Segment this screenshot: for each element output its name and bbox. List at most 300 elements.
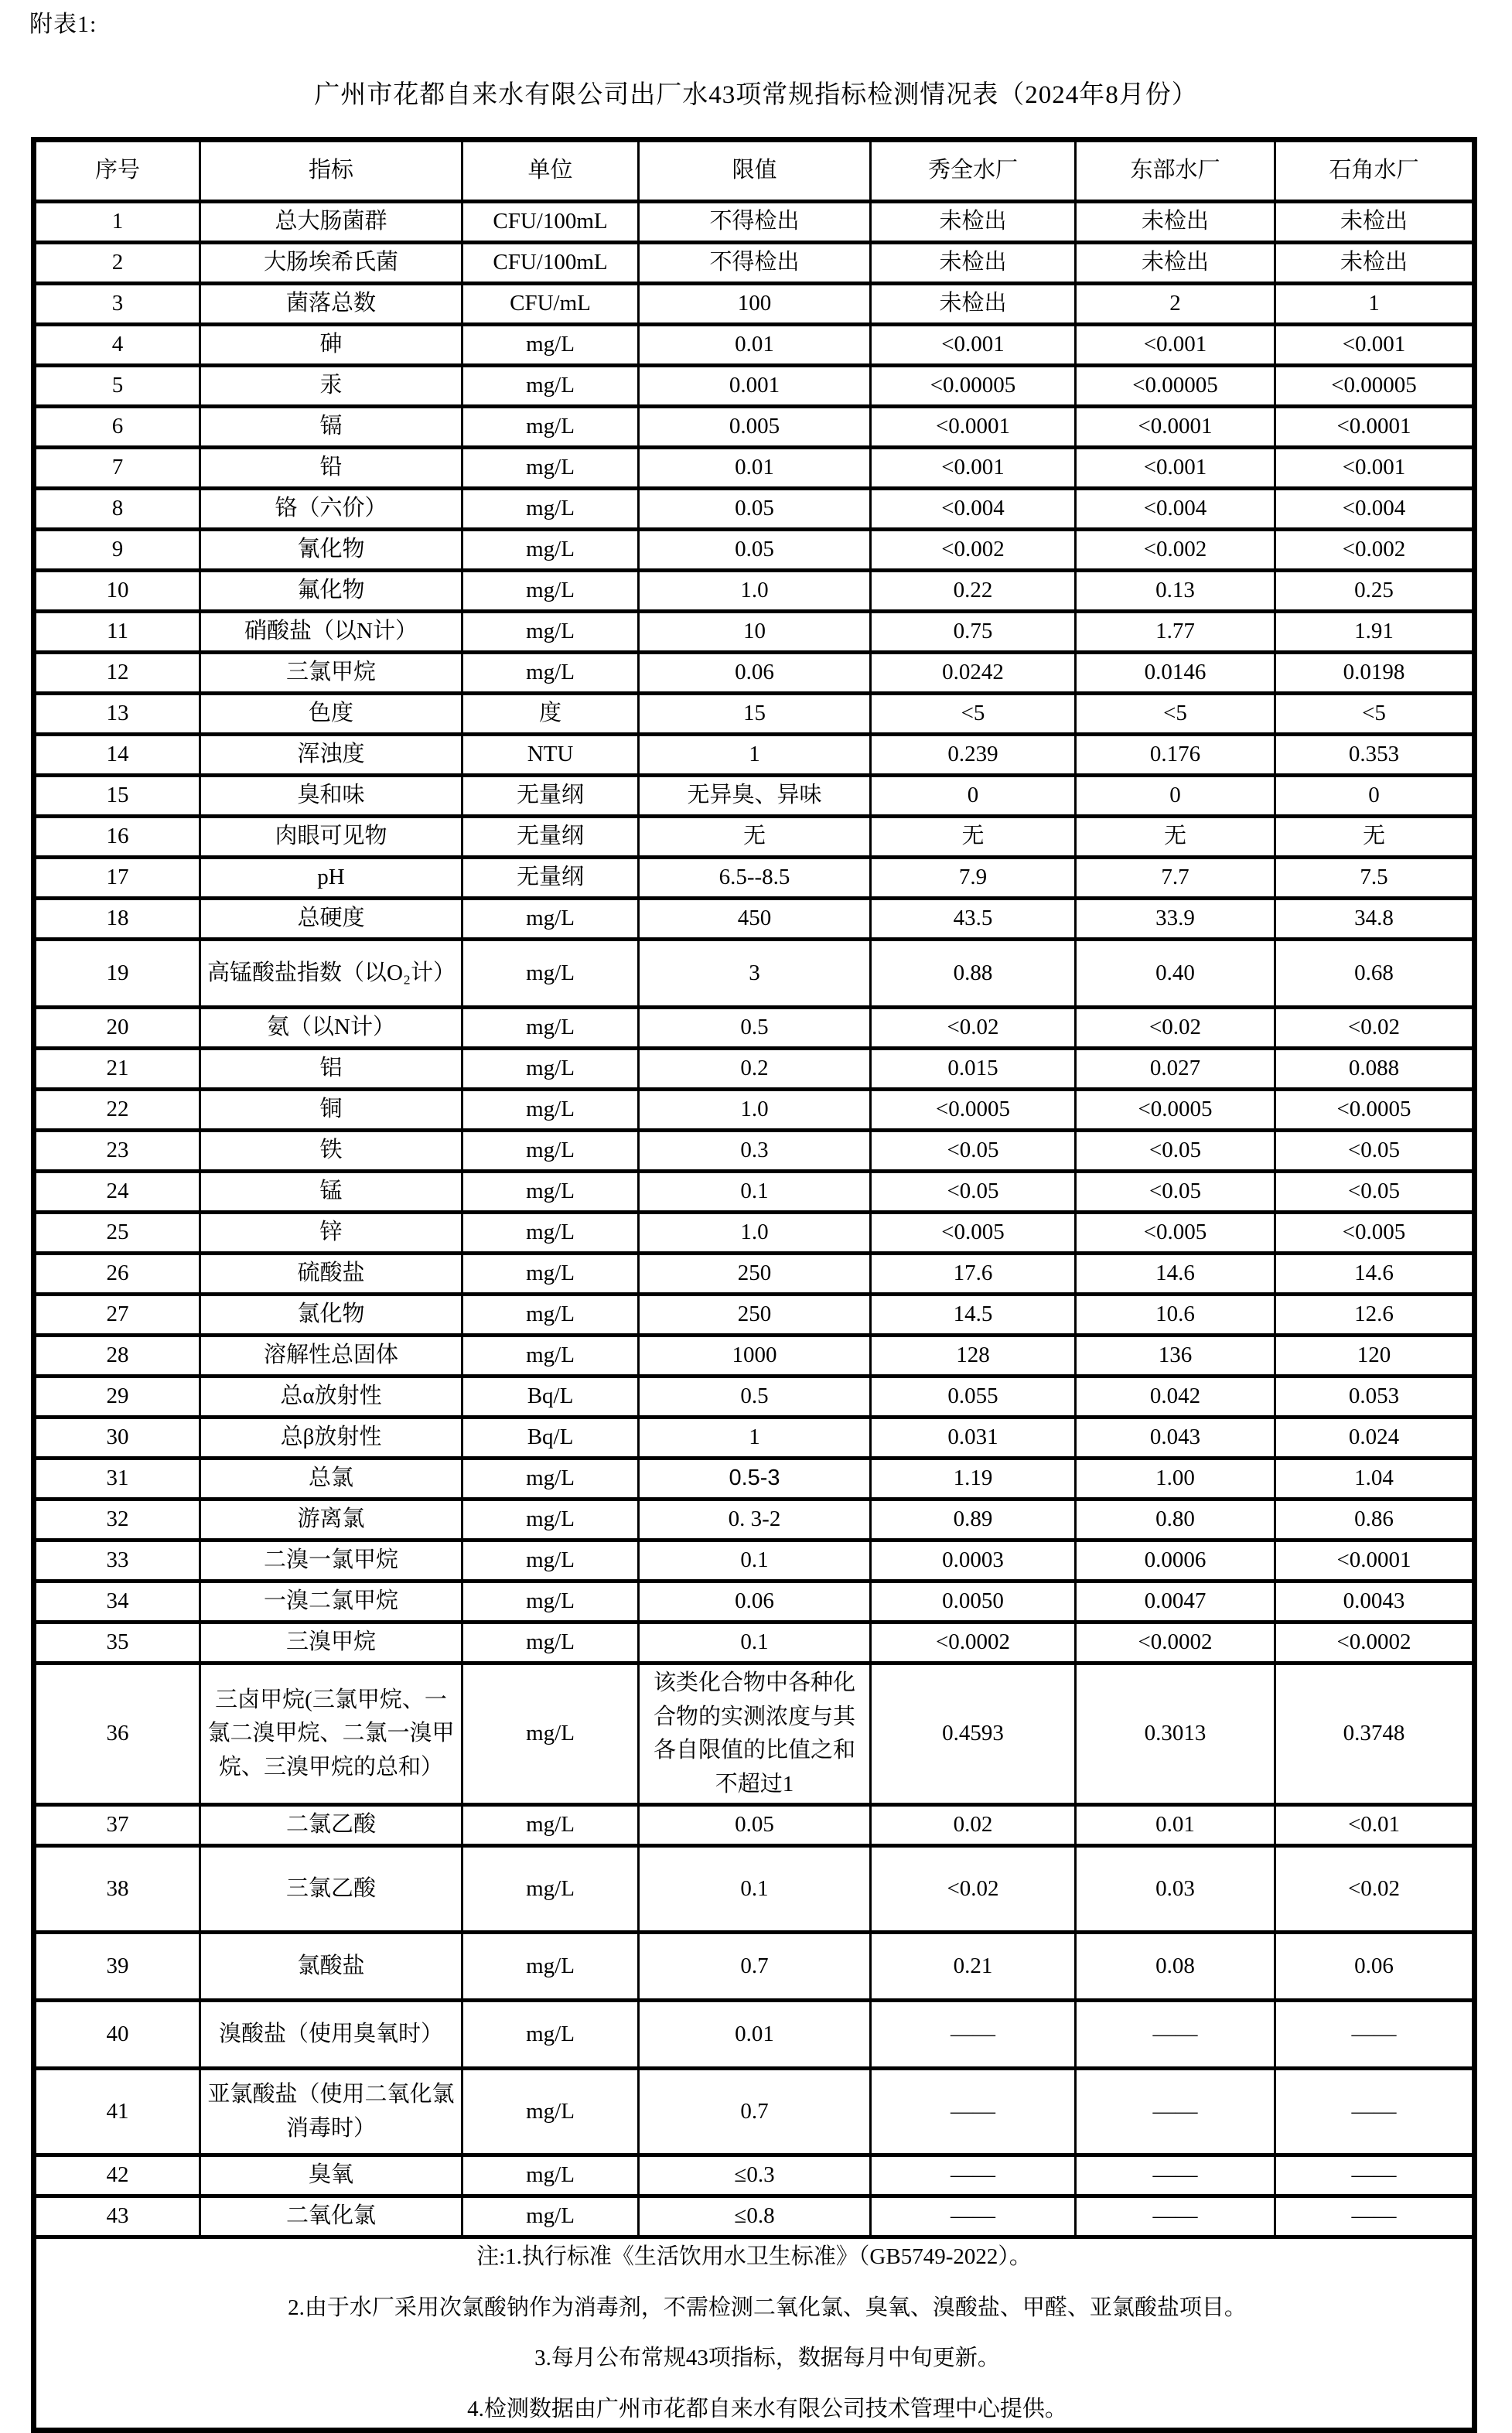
cell-indicator: 铜: [200, 1090, 462, 1131]
cell-serial-no: 21: [34, 1049, 200, 1090]
cell-xiuquan-value: 0.22: [871, 571, 1076, 612]
cell-unit: 无量纲: [462, 776, 639, 817]
cell-shijiao-value: 7.5: [1275, 858, 1475, 899]
cell-indicator: 总α放射性: [200, 1377, 462, 1418]
cell-xiuquan-value: ——: [871, 2001, 1076, 2069]
cell-xiuquan-value: ——: [871, 2069, 1076, 2155]
cell-serial-no: 24: [34, 1172, 200, 1213]
cell-limit: 0.1: [639, 1846, 871, 1933]
cell-shijiao-value: 14.6: [1275, 1254, 1475, 1295]
cell-unit: 无量纲: [462, 817, 639, 858]
table-row: [34, 284, 1475, 325]
cell-serial-no: 7: [34, 448, 200, 489]
cell-xiuquan-value: 0.88: [871, 940, 1076, 1008]
cell-shijiao-value: 0.0198: [1275, 653, 1475, 694]
cell-dongbu-value: <0.05: [1076, 1131, 1275, 1172]
table-row: [34, 202, 1475, 243]
cell-shijiao-value: 0.053: [1275, 1377, 1475, 1418]
cell-shijiao-value: 未检出: [1275, 243, 1475, 284]
table-row: [34, 571, 1475, 612]
col-header-no: 序号: [34, 140, 200, 202]
cell-indicator: 氨（以N计）: [200, 1008, 462, 1049]
cell-limit: 0.5: [639, 1377, 871, 1418]
cell-xiuquan-value: <0.0005: [871, 1090, 1076, 1131]
cell-serial-no: 26: [34, 1254, 200, 1295]
cell-unit: mg/L: [462, 1582, 639, 1623]
cell-serial-no: 39: [34, 1933, 200, 2001]
cell-unit: mg/L: [462, 1336, 639, 1377]
cell-serial-no: 41: [34, 2069, 200, 2155]
cell-shijiao-value: 0.0043: [1275, 1582, 1475, 1623]
cell-limit: 0.7: [639, 2069, 871, 2155]
table-row: [34, 1008, 1475, 1049]
cell-unit: mg/L: [462, 489, 639, 530]
cell-shijiao-value: 0.3748: [1275, 1664, 1475, 1805]
cell-unit: mg/L: [462, 325, 639, 366]
cell-shijiao-value: 0.25: [1275, 571, 1475, 612]
cell-dongbu-value: 2: [1076, 284, 1275, 325]
cell-limit: 100: [639, 284, 871, 325]
cell-xiuquan-value: <0.05: [871, 1172, 1076, 1213]
cell-serial-no: 23: [34, 1131, 200, 1172]
table-row: [34, 1500, 1475, 1541]
cell-shijiao-value: <0.002: [1275, 530, 1475, 571]
cell-serial-no: 18: [34, 899, 200, 940]
cell-serial-no: 40: [34, 2001, 200, 2069]
cell-unit: NTU: [462, 735, 639, 776]
cell-indicator: 色度: [200, 694, 462, 735]
cell-dongbu-value: 未检出: [1076, 243, 1275, 284]
cell-indicator: 臭氧: [200, 2155, 462, 2196]
cell-indicator: 硫酸盐: [200, 1254, 462, 1295]
cell-serial-no: 6: [34, 407, 200, 448]
table-row: [34, 817, 1475, 858]
table-row: [34, 1623, 1475, 1664]
cell-xiuquan-value: 0.0003: [871, 1541, 1076, 1582]
cell-limit: 0.001: [639, 366, 871, 407]
cell-serial-no: 33: [34, 1541, 200, 1582]
cell-xiuquan-value: 未检出: [871, 202, 1076, 243]
table-row: [34, 1213, 1475, 1254]
table-row: [34, 325, 1475, 366]
cell-indicator: 总β放射性: [200, 1418, 462, 1459]
cell-indicator: 浑浊度: [200, 735, 462, 776]
col-header-plant-dongbu: 东部水厂: [1076, 140, 1275, 202]
cell-shijiao-value: 0: [1275, 776, 1475, 817]
table-row: [34, 1172, 1475, 1213]
cell-serial-no: 42: [34, 2155, 200, 2196]
page-title: 广州市花都自来水有限公司出厂水43项常规指标检测情况表（2024年8月份）: [314, 81, 1198, 109]
cell-xiuquan-value: 0.89: [871, 1500, 1076, 1541]
cell-serial-no: 30: [34, 1418, 200, 1459]
col-header-limit: 限值: [639, 140, 871, 202]
cell-unit: mg/L: [462, 1459, 639, 1500]
table-row: [34, 2155, 1475, 2196]
cell-unit: mg/L: [462, 1008, 639, 1049]
cell-unit: mg/L: [462, 2155, 639, 2196]
cell-unit: mg/L: [462, 1090, 639, 1131]
table-row: [34, 776, 1475, 817]
table-row: [34, 1541, 1475, 1582]
table-row: [34, 1336, 1475, 1377]
cell-xiuquan-value: 0.239: [871, 735, 1076, 776]
table-row: [34, 940, 1475, 1008]
cell-indicator: 氰化物: [200, 530, 462, 571]
cell-limit: 0.005: [639, 407, 871, 448]
cell-indicator: 总大肠菌群: [200, 202, 462, 243]
table-row: [34, 2196, 1475, 2237]
cell-dongbu-value: <0.0002: [1076, 1623, 1275, 1664]
cell-xiuquan-value: 0: [871, 776, 1076, 817]
cell-dongbu-value: 0.176: [1076, 735, 1275, 776]
cell-shijiao-value: <0.05: [1275, 1172, 1475, 1213]
cell-shijiao-value: <0.05: [1275, 1131, 1475, 1172]
cell-serial-no: 11: [34, 612, 200, 653]
cell-serial-no: 19: [34, 940, 200, 1008]
cell-xiuquan-value: 0.02: [871, 1805, 1076, 1846]
cell-limit: 1: [639, 1418, 871, 1459]
cell-dongbu-value: <0.0001: [1076, 407, 1275, 448]
cell-xiuquan-value: <0.02: [871, 1008, 1076, 1049]
cell-shijiao-value: <0.0002: [1275, 1623, 1475, 1664]
cell-xiuquan-value: <0.00005: [871, 366, 1076, 407]
cell-indicator: 游离氯: [200, 1500, 462, 1541]
cell-shijiao-value: <0.00005: [1275, 366, 1475, 407]
cell-xiuquan-value: 未检出: [871, 284, 1076, 325]
cell-limit: 6.5--8.5: [639, 858, 871, 899]
table-row: [34, 1090, 1475, 1131]
table-row: [34, 1418, 1475, 1459]
cell-dongbu-value: 无: [1076, 817, 1275, 858]
cell-limit: 该类化合物中各种化合物的实测浓度与其各自限值的比值之和不超过1: [639, 1664, 871, 1805]
cell-shijiao-value: <0.001: [1275, 448, 1475, 489]
cell-limit: 不得检出: [639, 243, 871, 284]
cell-limit: 15: [639, 694, 871, 735]
cell-xiuquan-value: 0.21: [871, 1933, 1076, 2001]
cell-dongbu-value: ——: [1076, 2069, 1275, 2155]
note-line: 3.每月公布常规43项指标，数据每月中旬更新。: [534, 2346, 1000, 2370]
cell-limit: 无: [639, 817, 871, 858]
cell-unit: CFU/mL: [462, 284, 639, 325]
cell-serial-no: 29: [34, 1377, 200, 1418]
table-row: [34, 858, 1475, 899]
cell-limit: 0.01: [639, 448, 871, 489]
cell-limit: 0.1: [639, 1623, 871, 1664]
cell-limit: 250: [639, 1254, 871, 1295]
cell-indicator: 三氯甲烷: [200, 653, 462, 694]
table-row: [34, 1295, 1475, 1336]
cell-dongbu-value: 0: [1076, 776, 1275, 817]
cell-serial-no: 34: [34, 1582, 200, 1623]
cell-shijiao-value: 34.8: [1275, 899, 1475, 940]
table-row: [34, 448, 1475, 489]
cell-dongbu-value: <0.05: [1076, 1172, 1275, 1213]
cell-shijiao-value: <0.001: [1275, 325, 1475, 366]
cell-dongbu-value: 未检出: [1076, 202, 1275, 243]
cell-indicator: 溴酸盐（使用臭氧时）: [200, 2001, 462, 2069]
cell-xiuquan-value: <0.001: [871, 448, 1076, 489]
cell-unit: mg/L: [462, 1623, 639, 1664]
cell-serial-no: 27: [34, 1295, 200, 1336]
cell-dongbu-value: <0.002: [1076, 530, 1275, 571]
cell-indicator: 肉眼可见物: [200, 817, 462, 858]
cell-shijiao-value: <0.0001: [1275, 1541, 1475, 1582]
table-row: [34, 366, 1475, 407]
cell-limit: 0.1: [639, 1541, 871, 1582]
cell-unit: mg/L: [462, 653, 639, 694]
annex-label: 附表1:: [29, 12, 97, 37]
cell-xiuquan-value: <0.02: [871, 1846, 1076, 1933]
cell-dongbu-value: ——: [1076, 2001, 1275, 2069]
cell-limit: 1.0: [639, 571, 871, 612]
cell-xiuquan-value: 14.5: [871, 1295, 1076, 1336]
cell-serial-no: 3: [34, 284, 200, 325]
cell-unit: mg/L: [462, 530, 639, 571]
cell-limit: 0.05: [639, 489, 871, 530]
cell-unit: mg/L: [462, 940, 639, 1008]
table-row: [34, 2069, 1475, 2155]
cell-unit: mg/L: [462, 1933, 639, 2001]
cell-indicator: 汞: [200, 366, 462, 407]
cell-serial-no: 38: [34, 1846, 200, 1933]
cell-dongbu-value: 10.6: [1076, 1295, 1275, 1336]
cell-indicator: 铁: [200, 1131, 462, 1172]
cell-unit: mg/L: [462, 1213, 639, 1254]
cell-indicator: 二氯乙酸: [200, 1805, 462, 1846]
cell-serial-no: 28: [34, 1336, 200, 1377]
cell-serial-no: 22: [34, 1090, 200, 1131]
cell-serial-no: 25: [34, 1213, 200, 1254]
cell-xiuquan-value: 无: [871, 817, 1076, 858]
table-row: [34, 1846, 1475, 1933]
cell-dongbu-value: 136: [1076, 1336, 1275, 1377]
table-row: [34, 243, 1475, 284]
cell-serial-no: 14: [34, 735, 200, 776]
cell-limit: 不得检出: [639, 202, 871, 243]
cell-unit: Bq/L: [462, 1418, 639, 1459]
cell-shijiao-value: ——: [1275, 2001, 1475, 2069]
cell-dongbu-value: 0.043: [1076, 1418, 1275, 1459]
cell-indicator: 铅: [200, 448, 462, 489]
cell-unit: mg/L: [462, 612, 639, 653]
cell-xiuquan-value: 0.055: [871, 1377, 1076, 1418]
cell-xiuquan-value: 17.6: [871, 1254, 1076, 1295]
cell-serial-no: 32: [34, 1500, 200, 1541]
cell-dongbu-value: 0.042: [1076, 1377, 1275, 1418]
cell-dongbu-value: 0.3013: [1076, 1664, 1275, 1805]
cell-xiuquan-value: <5: [871, 694, 1076, 735]
col-header-plant-xiuquan: 秀全水厂: [871, 140, 1076, 202]
cell-serial-no: 9: [34, 530, 200, 571]
cell-serial-no: 36: [34, 1664, 200, 1805]
cell-indicator: 三卤甲烷(三氯甲烷、一氯二溴甲烷、二氯一溴甲烷、三溴甲烷的总和）: [200, 1664, 462, 1805]
cell-shijiao-value: <0.01: [1275, 1805, 1475, 1846]
table-row: [34, 735, 1475, 776]
cell-unit: mg/L: [462, 1664, 639, 1805]
cell-xiuquan-value: 0.0050: [871, 1582, 1076, 1623]
cell-unit: mg/L: [462, 2196, 639, 2237]
cell-xiuquan-value: <0.004: [871, 489, 1076, 530]
table-row: [34, 1377, 1475, 1418]
cell-dongbu-value: <0.02: [1076, 1008, 1275, 1049]
cell-indicator: 锌: [200, 1213, 462, 1254]
cell-xiuquan-value: 0.031: [871, 1418, 1076, 1459]
cell-indicator: 镉: [200, 407, 462, 448]
cell-unit: mg/L: [462, 1805, 639, 1846]
cell-unit: mg/L: [462, 366, 639, 407]
cell-shijiao-value: <0.02: [1275, 1008, 1475, 1049]
cell-indicator: 总氯: [200, 1459, 462, 1500]
cell-limit: 0.1: [639, 1172, 871, 1213]
cell-indicator: 三氯乙酸: [200, 1846, 462, 1933]
cell-xiuquan-value: 0.75: [871, 612, 1076, 653]
table-row: [34, 694, 1475, 735]
cell-shijiao-value: <0.004: [1275, 489, 1475, 530]
cell-indicator: 二氧化氯: [200, 2196, 462, 2237]
cell-shijiao-value: <0.0001: [1275, 407, 1475, 448]
table-row: [34, 1131, 1475, 1172]
cell-shijiao-value: 无: [1275, 817, 1475, 858]
cell-serial-no: 17: [34, 858, 200, 899]
col-header-indicator: 指标: [200, 140, 462, 202]
cell-indicator: 氯酸盐: [200, 1933, 462, 2001]
cell-dongbu-value: 0.80: [1076, 1500, 1275, 1541]
cell-shijiao-value: 1.04: [1275, 1459, 1475, 1500]
cell-unit: mg/L: [462, 2001, 639, 2069]
cell-limit: 0.05: [639, 530, 871, 571]
cell-dongbu-value: 33.9: [1076, 899, 1275, 940]
cell-xiuquan-value: 0.015: [871, 1049, 1076, 1090]
table-row: [34, 1254, 1475, 1295]
cell-dongbu-value: <0.005: [1076, 1213, 1275, 1254]
table-row: [34, 1582, 1475, 1623]
cell-unit: 度: [462, 694, 639, 735]
cell-unit: 无量纲: [462, 858, 639, 899]
cell-xiuquan-value: 0.0242: [871, 653, 1076, 694]
cell-indicator: pH: [200, 858, 462, 899]
table-row: [34, 407, 1475, 448]
cell-unit: mg/L: [462, 1049, 639, 1090]
cell-limit: 0.2: [639, 1049, 871, 1090]
cell-indicator: 一溴二氯甲烷: [200, 1582, 462, 1623]
cell-shijiao-value: 1: [1275, 284, 1475, 325]
cell-limit: 1.0: [639, 1213, 871, 1254]
cell-serial-no: 1: [34, 202, 200, 243]
cell-shijiao-value: <0.005: [1275, 1213, 1475, 1254]
cell-limit: 450: [639, 899, 871, 940]
cell-unit: mg/L: [462, 1254, 639, 1295]
cell-indicator: 总硬度: [200, 899, 462, 940]
cell-xiuquan-value: <0.001: [871, 325, 1076, 366]
note-line: 2.由于水厂采用次氯酸钠作为消毒剂，不需检测二氧化氯、臭氧、溴酸盐、甲醛、亚氯酸盐项目。: [288, 2295, 1247, 2320]
cell-unit: mg/L: [462, 1172, 639, 1213]
cell-indicator: 高锰酸盐指数（以O₂计）: [200, 940, 462, 1008]
cell-serial-no: 13: [34, 694, 200, 735]
cell-indicator: 氟化物: [200, 571, 462, 612]
cell-xiuquan-value: <0.002: [871, 530, 1076, 571]
cell-unit: mg/L: [462, 448, 639, 489]
cell-serial-no: 5: [34, 366, 200, 407]
cell-limit: 0.5: [639, 1008, 871, 1049]
cell-limit: 3: [639, 940, 871, 1008]
cell-xiuquan-value: ——: [871, 2155, 1076, 2196]
cell-serial-no: 8: [34, 489, 200, 530]
table-row: [34, 1459, 1475, 1500]
table-row: [34, 530, 1475, 571]
cell-dongbu-value: 0.0047: [1076, 1582, 1275, 1623]
cell-indicator: 三溴甲烷: [200, 1623, 462, 1664]
cell-shijiao-value: 0.86: [1275, 1500, 1475, 1541]
cell-shijiao-value: 1.91: [1275, 612, 1475, 653]
table-row: [34, 489, 1475, 530]
cell-serial-no: 10: [34, 571, 200, 612]
cell-serial-no: 37: [34, 1805, 200, 1846]
cell-limit: 0.05: [639, 1805, 871, 1846]
cell-xiuquan-value: 0.4593: [871, 1664, 1076, 1805]
table-row: [34, 1664, 1475, 1805]
cell-xiuquan-value: ——: [871, 2196, 1076, 2237]
table-row: [34, 1049, 1475, 1090]
cell-dongbu-value: 0.40: [1076, 940, 1275, 1008]
cell-indicator: 亚氯酸盐（使用二氧化氯消毒时）: [200, 2069, 462, 2155]
cell-limit: 0.01: [639, 325, 871, 366]
cell-shijiao-value: <0.0005: [1275, 1090, 1475, 1131]
cell-xiuquan-value: 128: [871, 1336, 1076, 1377]
table-row: [34, 2001, 1475, 2069]
cell-shijiao-value: 0.088: [1275, 1049, 1475, 1090]
cell-dongbu-value: 7.7: [1076, 858, 1275, 899]
cell-unit: mg/L: [462, 2069, 639, 2155]
cell-unit: mg/L: [462, 1500, 639, 1541]
notes-cell: [34, 2237, 1475, 2431]
cell-dongbu-value: ——: [1076, 2155, 1275, 2196]
cell-serial-no: 31: [34, 1459, 200, 1500]
cell-unit: mg/L: [462, 1131, 639, 1172]
cell-dongbu-value: 0.01: [1076, 1805, 1275, 1846]
table-row: [34, 899, 1475, 940]
cell-dongbu-value: 0.13: [1076, 571, 1275, 612]
cell-limit: 0.06: [639, 653, 871, 694]
cell-unit: mg/L: [462, 1541, 639, 1582]
cell-serial-no: 16: [34, 817, 200, 858]
cell-shijiao-value: 0.353: [1275, 735, 1475, 776]
cell-dongbu-value: <0.0005: [1076, 1090, 1275, 1131]
cell-limit: 0. 3-2: [639, 1500, 871, 1541]
cell-serial-no: 4: [34, 325, 200, 366]
cell-dongbu-value: <0.001: [1076, 325, 1275, 366]
cell-indicator: 溶解性总固体: [200, 1336, 462, 1377]
cell-serial-no: 35: [34, 1623, 200, 1664]
cell-shijiao-value: ——: [1275, 2155, 1475, 2196]
cell-unit: mg/L: [462, 899, 639, 940]
cell-indicator: 铝: [200, 1049, 462, 1090]
cell-dongbu-value: <0.001: [1076, 448, 1275, 489]
cell-dongbu-value: 0.08: [1076, 1933, 1275, 2001]
cell-shijiao-value: <5: [1275, 694, 1475, 735]
cell-shijiao-value: 120: [1275, 1336, 1475, 1377]
cell-limit: ≤0.8: [639, 2196, 871, 2237]
cell-serial-no: 2: [34, 243, 200, 284]
note-line: 4.检测数据由广州市花都自来水有限公司技术管理中心提供。: [467, 2396, 1067, 2421]
cell-indicator: 锰: [200, 1172, 462, 1213]
cell-limit: 无异臭、异味: [639, 776, 871, 817]
cell-indicator: 二溴一氯甲烷: [200, 1541, 462, 1582]
cell-indicator: 臭和味: [200, 776, 462, 817]
table-row: [34, 1805, 1475, 1846]
header-row: [34, 140, 1475, 202]
cell-limit: 10: [639, 612, 871, 653]
cell-shijiao-value: 0.06: [1275, 1933, 1475, 2001]
